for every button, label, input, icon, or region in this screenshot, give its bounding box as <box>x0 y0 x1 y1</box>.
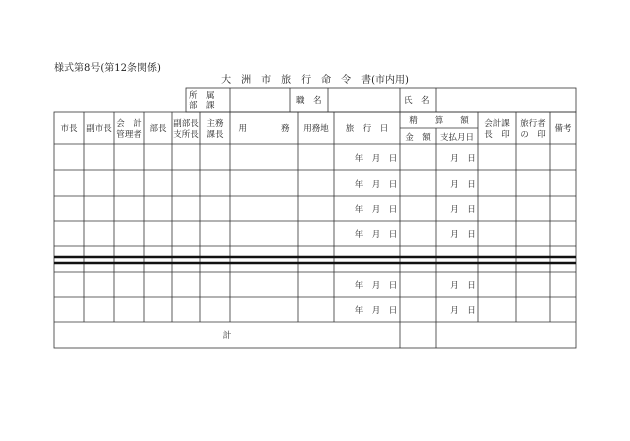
row-payment-date: 月 日 <box>450 306 476 316</box>
department-label: 所 属 <box>189 91 215 101</box>
header-settlement: 精 算 額 <box>409 116 469 126</box>
row-travel-date: 年 月 日 <box>354 180 398 190</box>
row-travel-date: 年 月 日 <box>354 205 398 215</box>
header-accountant-line1: 会 計 <box>116 119 142 129</box>
header-accounting-line2: 長 印 <box>484 130 510 140</box>
document-title: 大 洲 市 旅 行 命 令 書(市内用) <box>221 75 409 86</box>
header-remarks: 備考 <box>554 124 572 134</box>
header-vice-head-line2: 支所長 <box>173 130 199 140</box>
header-accounting-line1: 会計課 <box>484 119 510 129</box>
header-accountant-line2: 管理者 <box>116 130 142 140</box>
total-label: 計 <box>222 331 232 341</box>
header-mayor: 市長 <box>60 124 78 134</box>
row-payment-date: 月 日 <box>450 205 476 215</box>
job-title-label: 職 名 <box>296 96 322 106</box>
main-table-frame <box>54 112 576 348</box>
row-payment-date: 月 日 <box>450 180 476 190</box>
form-number-label: 様式第8号(第12条関係) <box>54 63 161 74</box>
info-row-frame <box>186 88 576 112</box>
row-travel-date: 年 月 日 <box>354 281 398 291</box>
row-payment-date: 月 日 <box>450 154 476 164</box>
header-traveler-line1: 旅行者 <box>520 119 546 129</box>
header-work-place: 用務地 <box>303 124 329 134</box>
row-payment-date: 月 日 <box>450 281 476 291</box>
header-vice-head-line1: 副部長 <box>173 119 199 129</box>
header-deputy-mayor: 副市長 <box>86 124 112 134</box>
header-amount: 金 額 <box>405 133 431 143</box>
header-chief-line2: 課長 <box>206 130 224 140</box>
header-business: 用 務 <box>238 124 290 134</box>
section-label: 部 課 <box>189 101 215 111</box>
header-travel-date: 旅 行 日 <box>345 124 389 134</box>
row-travel-date: 年 月 日 <box>354 306 398 316</box>
header-dept-head: 部長 <box>149 124 167 134</box>
header-payment-date: 支払月日 <box>439 133 475 143</box>
form-break-lines <box>54 257 576 263</box>
row-travel-date: 年 月 日 <box>354 154 398 164</box>
row-travel-date: 年 月 日 <box>354 230 398 240</box>
name-label: 氏 名 <box>404 96 430 106</box>
header-chief-line1: 主務 <box>206 119 224 129</box>
row-payment-date: 月 日 <box>450 230 476 240</box>
header-traveler-line2: の 印 <box>520 130 546 140</box>
